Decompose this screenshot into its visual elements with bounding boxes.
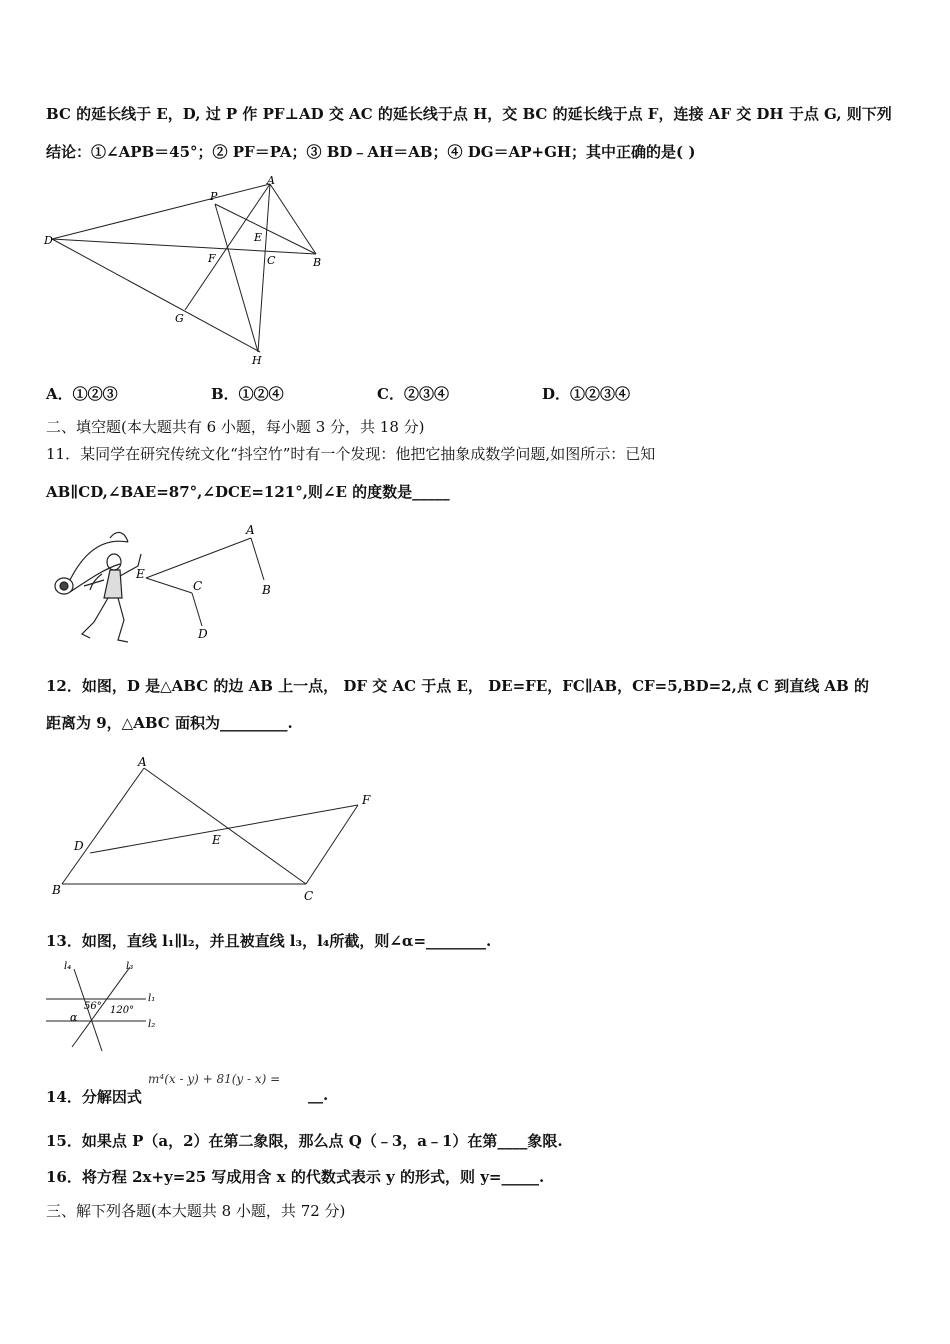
q13-angle-120: 120° [110, 1005, 135, 1016]
q10-label-D: D [44, 234, 53, 247]
q12-figure [46, 754, 386, 906]
q13-angle-alpha: α [70, 1011, 78, 1024]
q14-expression: m⁴(x - y) + 81(y - x) = [148, 1072, 281, 1086]
q12-line2: 距离为 9，△ABC 面积为_________. [46, 714, 293, 732]
q10-label-E: E [254, 231, 263, 244]
q10-label-C: C [267, 254, 276, 267]
q12-label-B: B [52, 883, 61, 897]
q16-line: 16．将方程 2x+y=25 写成用含 x 的代数式表示 y 的形式，则 y=_____. [46, 1168, 545, 1186]
q12-label-F: F [362, 793, 371, 807]
q12-label-A: A [138, 755, 147, 769]
q13-label-l2: l₂ [148, 1019, 156, 1030]
q11-line1: 11．某同学在研究传统文化“抖空竹”时有一个发现：他把它抽象成数学问题,如图所示：已知 [46, 445, 656, 463]
q11-label-D: D [198, 627, 208, 641]
q10-label-B: B [313, 256, 322, 269]
q10-label-G: G [175, 312, 184, 325]
q10-figure [40, 172, 330, 368]
q13-label-l1: l₁ [148, 993, 156, 1004]
q11-label-A: A [246, 523, 255, 537]
q12-label-C: C [304, 889, 314, 903]
q11-label-E: E [136, 567, 145, 581]
q10-option-a: A．①②③ [46, 385, 118, 403]
q14-prefix: 14．分解因式 [46, 1088, 142, 1106]
q13-label-l3: l₃ [126, 961, 134, 972]
q14-suffix: __. [308, 1086, 329, 1104]
q13-label-l4: l₄ [64, 961, 72, 972]
q10-label-P: P [210, 190, 218, 203]
q10-option-b: B．①②④ [211, 385, 284, 403]
q13-figure [44, 957, 174, 1057]
section2-header: 二、填空题(本大题共有 6 小题，每小题 3 分，共 18 分) [46, 418, 425, 436]
section3-header: 三、解下列各题(本大题共 8 小题，共 72 分) [46, 1202, 346, 1220]
q10-line1: BC 的延长线于 E，D, 过 P 作 PF⊥AD 交 AC 的延长线于点 H，交 BC 的延长线于点 F，连接 AF 交 DH 于点 G, 则下列 [46, 105, 892, 123]
q10-label-H: H [252, 354, 262, 367]
q15-line: 15．如果点 P（a，2）在第二象限，那么点 Q（﹣3，a﹣1）在第____象限. [46, 1132, 563, 1150]
q11-label-B: B [262, 583, 271, 597]
q13-angle-56: 56° [84, 1001, 102, 1012]
q12-line1: 12．如图，D 是△ABC 的边 AB 上一点， DF 交 AC 于点 E， DE=FE，FC∥AB，CF=5,BD=2,点 C 到直线 AB 的 [46, 677, 869, 695]
q11-line2: AB∥CD,∠BAE=87°,∠DCE=121°,则∠E 的度数是_____ [46, 483, 450, 501]
q10-option-d: D．①②③④ [542, 385, 631, 403]
q11-label-C: C [193, 579, 203, 593]
q10-label-F: F [208, 252, 216, 265]
q11-figure [46, 518, 286, 650]
q10-line2: 结论：①∠APB＝45°；② PF＝PA；③ BD﹣AH＝AB；④ DG＝AP+GH；其中正确的是( ) [46, 143, 696, 161]
q10-option-c: C．②③④ [377, 385, 449, 403]
q12-label-D: D [74, 839, 84, 853]
q10-label-A: A [267, 174, 275, 187]
q13-line: 13．如图，直线 l₁∥l₂，并且被直线 l₃，l₄所截，则∠α=________. [46, 932, 492, 950]
q12-label-E: E [212, 833, 221, 847]
diabolo-player-illustration [55, 532, 141, 642]
